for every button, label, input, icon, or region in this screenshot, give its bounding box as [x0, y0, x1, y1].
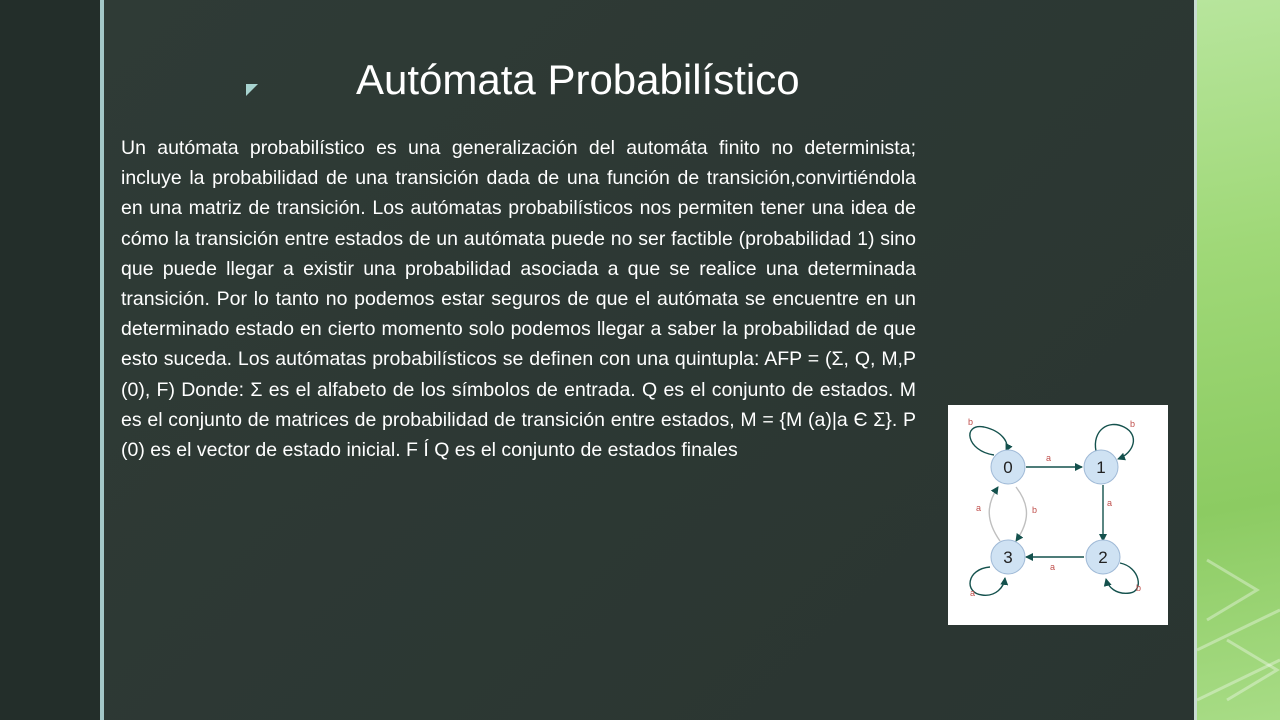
state-1: [1084, 450, 1118, 484]
edge-0-3: [1016, 487, 1027, 541]
automaton-diagram: [948, 405, 1168, 625]
label-loop-2: b: [1136, 583, 1142, 593]
svg-text:0: 0: [1003, 458, 1013, 477]
slide-body-text: Un autómata probabilístico es una generalización del automáta finito no determinista; incluye la probabilidad de una transición dada de una función de transición,convirtiéndola en una matriz de transición. Los autómatas probabilísticos nos permiten tener una idea de cómo la transición entre estados de un autómata puede no ser factible (probabilidad 1) sino que puede llegar a existir una probabilidad asociada a que se realice una determinada transición. Por lo tanto no podemos estar seguros de que el autómata se encuentre en un determinado estado en cierto momento solo podemos llegar a saber la probabilidad de que esto suceda. Los autómatas probabilísticos se definen con una quintupla: AFP = (Σ, Q, M,P (0), F) Donde: Σ es el alfabeto de los símbolos de entrada. Q es el conjunto de estados. M es el conjunto de matrices de probabilidad de transición entre estados, M = {M (a)|a Є Σ}. P (0) es el vector de estado inicial. F Í Q es el conjunto de estados finales: [121, 137, 916, 462]
label-0-1: a: [1046, 453, 1052, 463]
left-dark-band: [0, 0, 100, 720]
slide-title: Autómata Probabilístico: [356, 56, 800, 103]
svg-text:1: 1: [1096, 458, 1106, 477]
label-loop-0: b: [968, 417, 974, 427]
label-loop-3: a: [970, 588, 976, 598]
label-2-3: a: [1050, 562, 1056, 572]
state-2: [1086, 540, 1120, 574]
label-0-3: b: [1032, 505, 1038, 515]
bullet-arrow-icon: [244, 82, 260, 98]
label-3-0: a: [976, 503, 982, 513]
state-0: [991, 450, 1025, 484]
edge-3-0: [989, 487, 1000, 541]
edge-loop-0: [970, 427, 1007, 455]
state-3: [991, 540, 1025, 574]
label-loop-1: b: [1130, 419, 1136, 429]
svg-text:3: 3: [1003, 548, 1013, 567]
label-1-2: a: [1107, 498, 1113, 508]
svg-text:2: 2: [1098, 548, 1108, 567]
right-decorative-band: [1197, 0, 1280, 720]
